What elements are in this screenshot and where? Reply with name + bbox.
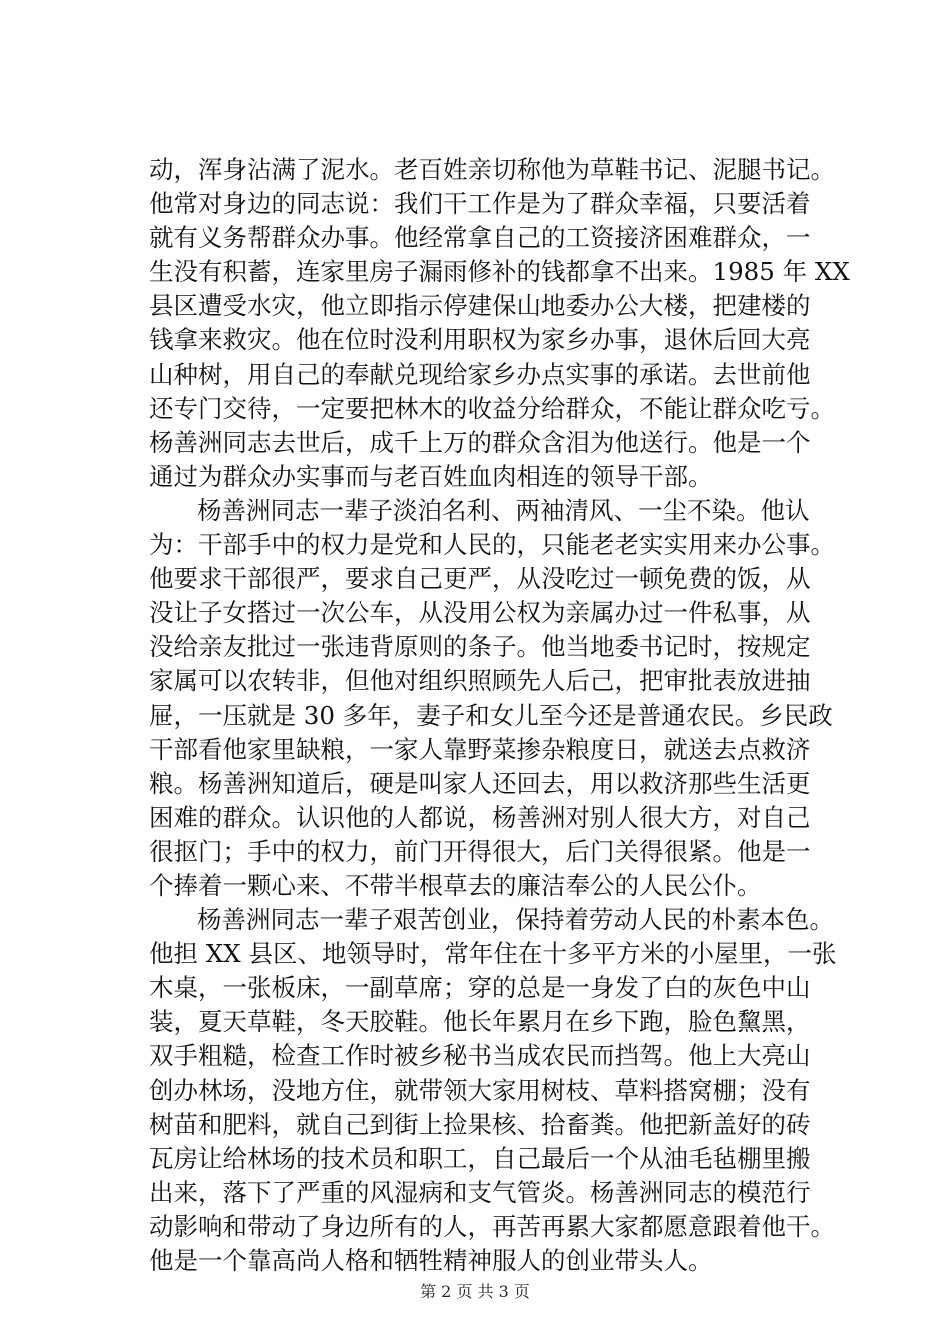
text-line: 干部看他家里缺粮，一家人靠野菜掺杂粮度日，就送去点救济 xyxy=(149,734,811,764)
text-line: 他是一个靠高尚人格和牺牲精神服人的创业带头人。 xyxy=(149,1246,713,1275)
text-line: 动影响和带动了身边所有的人，再苦再累大家都愿意跟着他干。 xyxy=(149,1211,835,1241)
page-footer: 第 2 页 共 3 页 xyxy=(420,1282,530,1301)
text-line: 粮。杨善洲知道后，硬是叫家人还回去，用以救济那些生活更 xyxy=(149,768,811,798)
text-line: 很抠门；手中的权力，前门开得很大，后门关得很紧。他是一 xyxy=(149,836,811,866)
text-line: 通过为群众办实事而与老百姓血肉相连的领导干部。 xyxy=(149,461,713,491)
text-line: 他担 XX 县区、地领导时，常年住在十多平方米的小屋里，一张 xyxy=(149,939,837,969)
text-line: 杨善洲同志一辈子淡泊名利、两袖清风、一尘不染。他认 xyxy=(197,495,810,525)
body-text xyxy=(149,153,850,1278)
text-line: 个捧着一颗心来、不带半根草去的廉洁奉公的人民公仆。 xyxy=(149,870,762,900)
text-line: 钱拿来救灾。他在位时没利用职权为家乡办事，退休后回大亮 xyxy=(149,325,811,355)
text-line: 杨善洲同志去世后，成千上万的群众含泪为他送行。他是一个 xyxy=(149,427,811,457)
text-line: 没让子女搭过一次公车，从没用公权为亲属办过一件私事，从 xyxy=(149,598,811,628)
text-line: 装，夏天草鞋，冬天胶鞋。他长年累月在乡下跑，脸色黧黑， xyxy=(149,1007,811,1037)
text-line: 杨善洲同志一辈子艰苦创业，保持着劳动人民的朴素本色。 xyxy=(197,905,834,935)
text-line: 困难的群众。认识他的人都说，杨善洲对别人很大方，对自己 xyxy=(149,802,811,832)
text-line: 家属可以农转非，但他对组织照顾先人后己，把审批表放进抽 xyxy=(149,666,811,696)
text-line: 县区遭受水灾，他立即指示停建保山地委办公大楼，把建楼的 xyxy=(149,291,811,321)
text-line: 双手粗糙，检查工作时被乡秘书当成农民而挡驾。他上大亮山 xyxy=(149,1041,811,1071)
text-line: 树苗和肥料，就自己到街上捡果核、拾畜粪。他把新盖好的砖 xyxy=(149,1109,811,1139)
text-line: 山种树，用自己的奉献兑现给家乡办点实事的承诺。去世前他 xyxy=(149,359,811,389)
text-line: 为：干部手中的权力是党和人民的，只能老老实实用来办公事。 xyxy=(149,530,835,560)
text-line: 瓦房让给林场的技术员和职工，自己最后一个从油毛毡棚里搬 xyxy=(149,1143,811,1173)
text-line: 他常对身边的同志说：我们干工作是为了群众幸福，只要活着 xyxy=(149,189,811,219)
text-line: 动，浑身沾满了泥水。老百姓亲切称他为草鞋书记、泥腿书记。 xyxy=(149,155,835,184)
text-line: 出来，落下了严重的风湿病和支气管炎。杨善洲同志的模范行 xyxy=(149,1177,811,1207)
text-line: 还专门交待，一定要把林木的收益分给群众，不能让群众吃亏。 xyxy=(149,393,835,423)
text-line: 没给亲友批过一张违背原则的条子。他当地委书记时，按规定 xyxy=(149,632,811,662)
text-line: 屉，一压就是 30 多年，妻子和女儿至今还是普通农民。乡民政 xyxy=(149,700,833,730)
text-line: 木桌，一张板床，一副草席；穿的总是一身发了白的灰色中山 xyxy=(149,973,811,1003)
text-line: 就有义务帮群众办事。他经常拿自己的工资接济困难群众，一 xyxy=(149,223,811,253)
text-line: 生没有积蓄，连家里房子漏雨修补的钱都拿不出来。1985 年 XX xyxy=(149,257,850,287)
text-line: 创办林场，没地方住，就带领大家用树枝、草料搭窝棚；没有 xyxy=(149,1075,811,1105)
text-line: 他要求干部很严，要求自己更严，从没吃过一顿免费的饭，从 xyxy=(149,564,811,594)
